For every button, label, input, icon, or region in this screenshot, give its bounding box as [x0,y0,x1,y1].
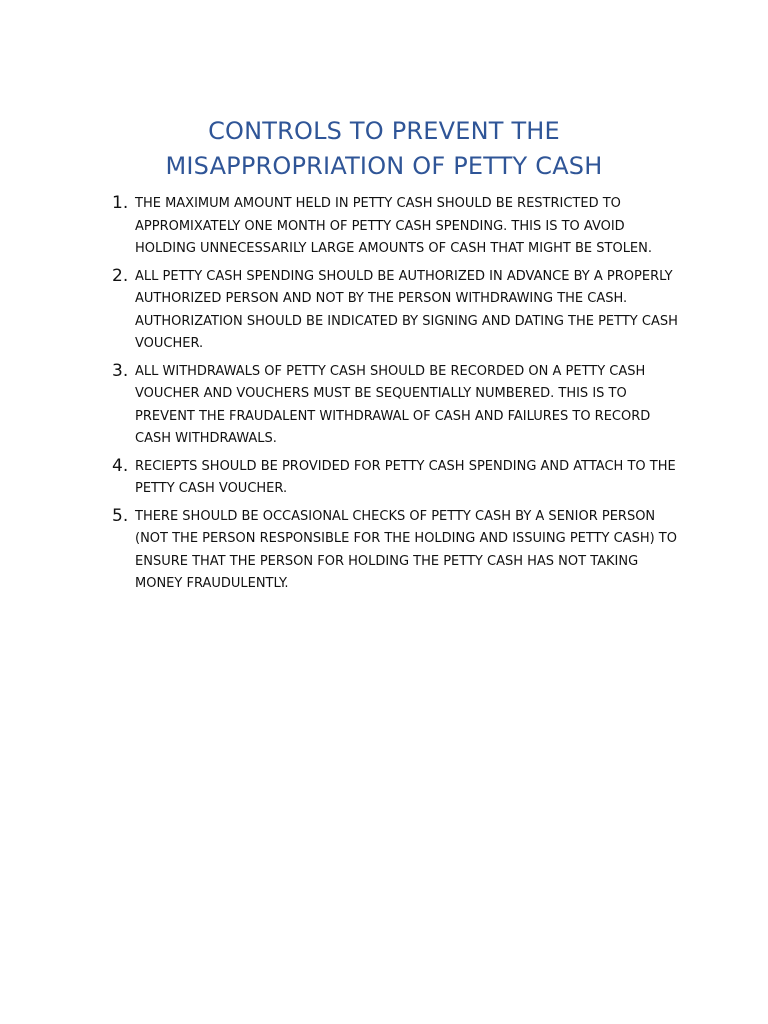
list-item-number: 2. [112,265,129,286]
list-item-number: 4. [112,455,129,476]
controls-list [108,193,682,601]
page-title-line-1: CONTROLS TO PREVENT THE [208,117,560,145]
page-title [100,114,668,184]
list-item-text: ALL PETTY CASH SPENDING SHOULD BE AUTHORIZED IN ADVANCE BY A PROPERLY AUTHORIZED PERSON AND NOT BY THE PERSON WITHDRAWING THE CASH. AUTHORIZATION SHOULD BE INDICATED BY SIGNING AND DATING THE PETTY CASH VOUCHER. [135,268,678,351]
list-item-number: 3. [112,360,129,381]
list-item [108,361,682,451]
list-item-text: ALL WITHDRAWALS OF PETTY CASH SHOULD BE RECORDED ON A PETTY CASH VOUCHER AND VOUCHERS MUST BE SEQUENTIALLY NUMBERED. THIS IS TO PREVENT THE FRAUDALENT WITHDRAWAL OF CASH AND FAILURES TO RECORD CASH WITHDRAWALS. [135,363,651,446]
page-title-line-2: MISAPPROPRIATION OF PETTY CASH [165,152,603,180]
list-item-number: 5. [112,505,129,526]
list-item-number: 1. [112,193,129,213]
list-item-text: RECIEPTS SHOULD BE PROVIDED FOR PETTY CASH SPENDING AND ATTACH TO THE PETTY CASH VOUCHER. [135,458,676,496]
list-item [108,266,682,356]
list-item-text: THERE SHOULD BE OCCASIONAL CHECKS OF PETTY CASH BY A SENIOR PERSON (NOT THE PERSON RESPONSIBLE FOR THE HOLDING AND ISSUING PETTY CASH) TO ENSURE THAT THE PERSON FOR HOLDING THE PETTY CASH HAS NOT TAKING MONEY FRAUDULENTLY. [135,508,677,591]
list-item [108,193,682,261]
list-item-text: THE MAXIMUM AMOUNT HELD IN PETTY CASH SHOULD BE RESTRICTED TO APPROMIXATELY ONE MONTH OF PETTY CASH SPENDING. THIS IS TO AVOID HOLDING UNNECESSARILY LARGE AMOUNTS OF CASH THAT MIGHT BE STOLEN. [135,196,653,256]
list-item [108,456,682,501]
list-item [108,506,682,596]
